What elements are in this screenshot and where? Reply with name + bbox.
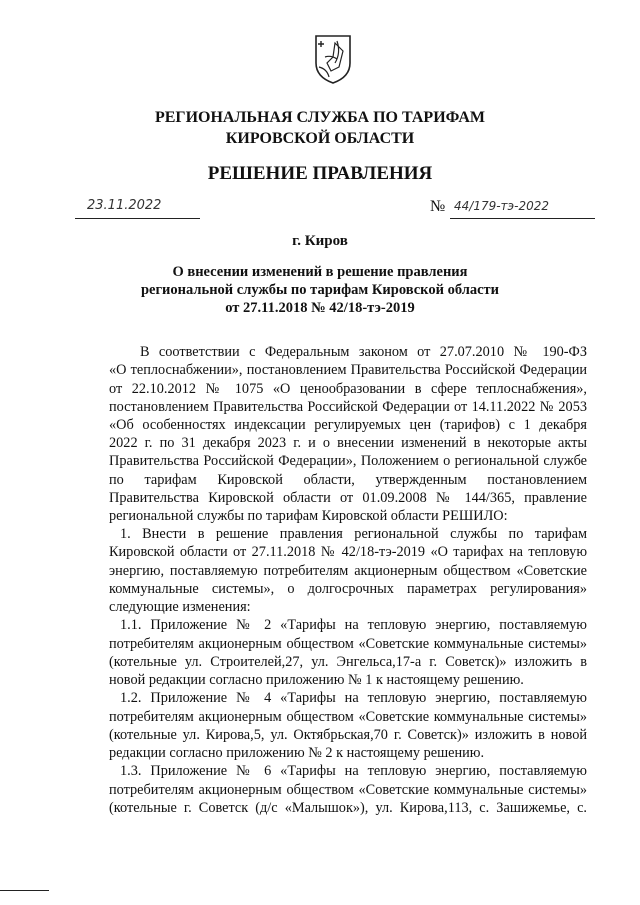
subject-line: региональной службы по тарифам Кировской области bbox=[140, 282, 500, 298]
city: г. Киров bbox=[292, 233, 348, 249]
body-line: Правительства Кировской области от 01.09.2008 № 144/365, правление bbox=[109, 490, 587, 506]
body-line: потребителям акционерным обществом «Советские коммунальные системы» bbox=[109, 709, 587, 725]
decision-date bbox=[75, 196, 200, 219]
body-line: региональной службы по тарифам Кировской области РЕШИЛО: bbox=[109, 508, 508, 524]
body-line: 1.1. Приложение № 2 «Тарифы на тепловую энергию, поставляемую bbox=[120, 617, 587, 633]
body-line: следующие изменения: bbox=[109, 599, 251, 615]
body-line: 1.2. Приложение № 4 «Тарифы на тепловую энергию, поставляемую bbox=[120, 690, 587, 706]
document-title: РЕШЕНИЕ ПРАВЛЕНИЯ bbox=[207, 163, 433, 184]
body-line: Правительства Российской Федерации», Положением о региональной службе bbox=[109, 453, 587, 469]
body-line: 2022 г. по 31 декабря 2023 г. и о внесении изменений в некоторые акты bbox=[109, 435, 587, 451]
decision-number-field bbox=[450, 196, 595, 219]
body-line: «О теплоснабжении», постановлением Правительства Российской Федерации bbox=[109, 362, 587, 378]
coat-of-arms-icon bbox=[313, 33, 353, 85]
decision-date-value: 23.11.2022 bbox=[87, 198, 162, 213]
body-line: постановлением Правительства Российской Федерации от 14.11.2022 № 2053 bbox=[109, 399, 587, 415]
body-line: коммунальные системы», о долгосрочных параметрах регулирования» bbox=[109, 581, 587, 597]
subject-line: О внесении изменений в решение правления bbox=[172, 264, 468, 280]
decision-number bbox=[430, 196, 595, 218]
decision-number-value: 44/179-тэ-2022 bbox=[454, 199, 549, 213]
body-line: 1. Внести в решение правления региональной службы по тарифам bbox=[120, 526, 587, 542]
body-line: (котельные ул. Строителей,27, ул. Энгельса,17-а г. Советск)» изложить в bbox=[109, 654, 587, 670]
body-line: новой редакции согласно приложению № 1 к настоящему решению. bbox=[109, 672, 524, 688]
body-line: 1.3. Приложение № 6 «Тарифы на тепловую энергию, поставляемую bbox=[120, 763, 587, 779]
body-line: «Об особенностях индексации регулируемых цен (тарифов) с 1 декабря bbox=[109, 417, 587, 433]
body-line: В соответствии с Федеральным законом от 27.07.2010 № 190-ФЗ bbox=[140, 344, 587, 360]
org-name-line2: КИРОВСКОЙ ОБЛАСТИ bbox=[225, 130, 415, 147]
subject-line: от 27.11.2018 № 42/18-тэ-2019 bbox=[225, 300, 415, 316]
footnote-divider bbox=[0, 890, 49, 891]
org-name-line1: РЕГИОНАЛЬНАЯ СЛУЖБА ПО ТАРИФАМ bbox=[154, 109, 486, 126]
body-line: потребителям акционерным обществом «Советские коммунальные системы» bbox=[109, 636, 587, 652]
body-line: энергию, поставляемую потребителям акционерным обществом «Советские bbox=[109, 563, 587, 579]
body-line: Кировской области от 27.11.2018 № 42/18-тэ-2019 «О тарифах на тепловую bbox=[109, 544, 587, 560]
body-line: (котельные ул. Кирова,5, ул. Октябрьская,70 г. Советск)» изложить в новой bbox=[109, 727, 587, 743]
body-line: от 22.10.2012 № 1075 «О ценообразовании в сфере теплоснабжения», bbox=[109, 381, 587, 397]
body-line: редакции согласно приложению № 2 к настоящему решению. bbox=[109, 745, 485, 761]
body-line: потребителям акционерным обществом «Советские коммунальные системы» bbox=[109, 782, 587, 798]
body-line: по тарифам Кировской области, утвержденным постановлением bbox=[109, 472, 587, 488]
body-line: (котельные г. Советск (д/с «Малышок»), ул. Кирова,113, с. Зашижемье, с. bbox=[109, 800, 587, 816]
number-sign: № bbox=[430, 198, 446, 215]
